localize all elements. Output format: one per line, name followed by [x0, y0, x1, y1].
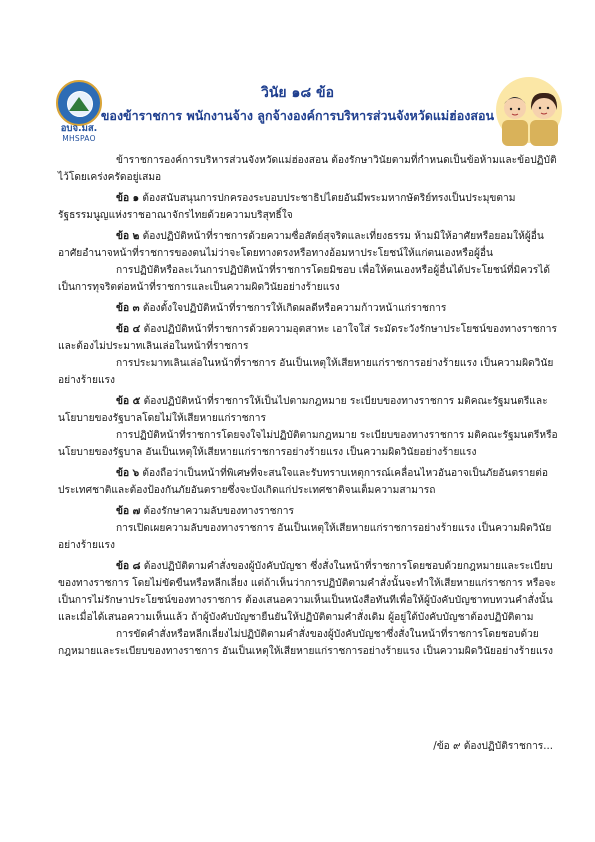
article-4	[58, 321, 558, 355]
article-7-note: การเปิดเผยความลับของทางราชการ อันเป็นเหตุให้เสียหายแก่ราชการอย่างร้ายแรง เป็นความผิดวินัยอย่างร้ายแรง	[58, 523, 552, 551]
article-text: ต้องปฏิบัติหน้าที่ราชการให้เป็นไปตามกฎหมาย ระเบียบของทางราชการ มติคณะรัฐมนตรีและนโยบายของรัฐบาลโดยไม่ให้เสียหายแก่ราชการ	[58, 396, 548, 424]
article-text: ต้องรักษาความลับของทางราชการ	[140, 506, 294, 517]
article-1	[58, 190, 558, 224]
article-text: ต้องตั้งใจปฏิบัติหน้าที่ราชการให้เกิดผลดีหรือความก้าวหน้าแก่ราชการ	[139, 303, 447, 314]
article-7	[58, 503, 558, 520]
page-subtitle: ของข้าราชการ พนักงานจ้าง ลูกจ้างองค์การบริหารส่วนจังหวัดแม่ฮ่องสอน	[100, 108, 495, 123]
article-number: ข้อ ๖	[116, 468, 140, 479]
logo-abbreviation: อบจ.มส.	[60, 123, 98, 134]
document-body	[58, 152, 558, 660]
article-number: ข้อ ๘	[116, 561, 141, 572]
article-number: ข้อ ๗	[116, 506, 141, 517]
article-8-note: การขัดคำสั่งหรือหลีกเลี่ยงไม่ปฏิบัติตามคำสั่งของผู้บังคับบัญชาซึ่งสั่งในหน้าที่ราชการโดยชอบด้วยกฎหมายและระเบียบของทางราชการ อันเป็นเหตุให้เสียหายแก่ราชการอย่างร้ายแรง เป็นความผิดวินัยอย่างร้ายแรง	[58, 629, 553, 657]
intro-paragraph: ข้าราชการองค์การบริหารส่วนจังหวัดแม่ฮ่องสอน ต้องรักษาวินัยตามที่กำหนดเป็นข้อห้ามและข้อปฏิบัติไว้โดยเคร่งครัดอยู่เสมอ	[58, 155, 557, 183]
article-number: ข้อ ๒	[116, 231, 140, 242]
article-text: ต้องปฏิบัติตามคำสั่งของผู้บังคับบัญชา ซึ่งสั่งในหน้าที่ราชการโดยชอบด้วยกฎหมายและระเบียบของทางราชการ โดยไม่ขัดขืนหรือหลีกเลี่ยง แต่ถ้าเห็นว่าการปฏิบัติตามคำสั่งนั้นจะทำให้เสียหายแก่ราชการ หรือจะเป็นการไม่รักษาประโยชน์ของทางราชการ ต้องเสนอความเห็นเป็นหนังสือทันทีเพื่อให้ผู้บังคับบัญชาทบทวนคำสั่งนั้น และเมื่อได้เสนอความเห็นแล้ว ถ้าผู้บังคับบัญชายืนยันให้ปฏิบัติตามคำสั่งเดิม ผู้อยู่ใต้บังคับบัญชาต้องปฏิบัติตาม	[58, 561, 556, 623]
article-number: ข้อ ๓	[116, 303, 140, 314]
article-2	[58, 228, 558, 262]
article-5	[58, 393, 558, 427]
article-number: ข้อ ๔	[116, 324, 141, 335]
logo-english-name: MHSPAO	[62, 134, 96, 143]
article-number: ข้อ ๕	[116, 396, 141, 407]
document-header	[0, 0, 595, 150]
article-6	[58, 465, 558, 499]
continuation-footer: /ข้อ ๙ ต้องปฏิบัติราชการ...	[433, 741, 553, 752]
article-4-note: การประมาทเลินเล่อในหน้าที่ราชการ อันเป็นเหตุให้เสียหายแก่ราชการอย่างร้ายแรง เป็นความผิดวินัยอย่างร้ายแรง	[58, 358, 554, 386]
page-title: วินัย ๑๘ ข้อ	[260, 85, 335, 101]
officials-mascot-icon	[494, 76, 564, 148]
article-text: ต้องปฏิบัติหน้าที่ราชการด้วยความอุตสาหะ เอาใจใส่ ระมัดระวังรักษาประโยชน์ของทางราชการและต้องไม่ประมาทเลินเล่อในหน้าที่ราชการ	[58, 324, 557, 352]
article-text: ต้องสนับสนุนการปกครองระบอบประชาธิปไตยอันมีพระมหากษัตริย์ทรงเป็นประมุขตามรัฐธรรมนูญแห่งราชอาณาจักรไทยด้วยความบริสุทธิ์ใจ	[58, 193, 516, 221]
article-3	[58, 300, 558, 317]
article-2-note: การปฏิบัติหรือละเว้นการปฏิบัติหน้าที่ราชการโดยมิชอบ เพื่อให้ตนเองหรือผู้อื่นได้ประโยชน์ที่มิควรได้เป็นการทุจริตต่อหน้าที่ราชการและเป็นความผิดวินัยอย่างร้ายแรง	[58, 265, 550, 293]
article-text: ต้องปฏิบัติหน้าที่ราชการด้วยความซื่อสัตย์สุจริตและเที่ยงธรรม ห้ามมิให้อาศัยหรือยอมให้ผู้อื่นอาศัยอำนาจหน้าที่ราชการของตนไม่ว่าจะโดยทางตรงหรือทางอ้อมหาประโยชน์ให้แก่ตนเองหรือผู้อื่น	[58, 231, 544, 259]
article-8	[58, 558, 558, 626]
article-number: ข้อ ๑	[116, 193, 140, 204]
article-5-note: การปฏิบัติหน้าที่ราชการโดยจงใจไม่ปฏิบัติตามกฎหมาย ระเบียบของทางราชการ มติคณะรัฐมนตรีหรือนโยบายของรัฐบาล อันเป็นเหตุให้เสียหายแก่ราชการอย่างร้ายแรง เป็นความผิดวินัยอย่างร้ายแรง	[58, 430, 558, 458]
article-text: ต้องถือว่าเป็นหน้าที่พิเศษที่จะสนใจและรับทราบเหตุการณ์เคลื่อนไหวอันอาจเป็นภัยอันตรายต่อประเทศชาติและต้องป้องกันภัยอันตรายซึ่งจะบังเกิดแก่ประเทศชาติจนเต็มความสามารถ	[58, 468, 548, 496]
